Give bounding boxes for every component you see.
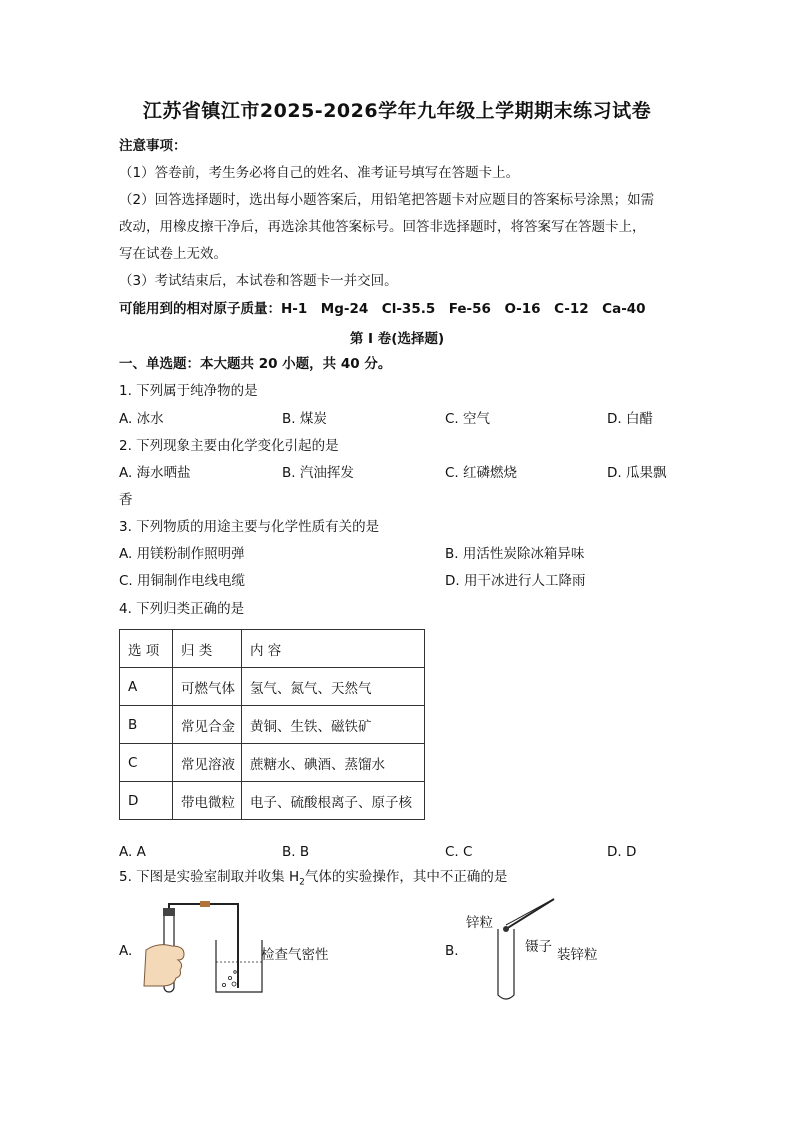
q5-stem <box>119 867 507 893</box>
q5-stem-text: 5. 下图是实验室制取并收集 H <box>119 869 300 885</box>
table-cell: 蔗糖水、碘酒、蒸馏水 <box>242 744 425 782</box>
test-tube-shape <box>498 929 514 999</box>
airtightness-check-illustration <box>138 900 268 1000</box>
table-cell: 氢气、氮气、天然气 <box>242 668 425 706</box>
tweezers-shape <box>506 899 554 929</box>
table-header-cell: 选 项 <box>120 630 173 668</box>
zinc-label: 锌粒 <box>466 915 493 931</box>
atomic-masses: 可能用到的相对原子质量：H-1 Mg-24 Cl-35.5 Fe-56 O-16 C-12 Ca-40 <box>119 301 646 317</box>
note-2c: 写在试卷上无效。 <box>119 246 227 262</box>
note-3: （3）考试结束后，本试卷和答题卡一并交回。 <box>119 273 398 289</box>
table-cell: 电子、硫酸根离子、原子核 <box>242 782 425 820</box>
table-header-cell: 内 容 <box>242 630 425 668</box>
q3-option-a: A. 用镁粉制作照明弹 <box>119 546 245 562</box>
q5-option-b-letter: B. <box>445 943 459 959</box>
q3-option-d: D. 用干冰进行人工降雨 <box>445 573 586 589</box>
q4-stem: 4. 下列归类正确的是 <box>119 601 245 617</box>
q1-stem: 1. 下列属于纯净物的是 <box>119 383 258 399</box>
q1-option-d: D. 白醋 <box>607 411 653 427</box>
q2-stem: 2. 下列现象主要由化学变化引起的是 <box>119 438 339 454</box>
tweezers-shape <box>506 901 550 925</box>
q2-option-a: A. 海水晒盐 <box>119 465 191 481</box>
table-cell: D <box>120 782 173 820</box>
section-heading: 一、单选题：本大题共 20 小题，共 40 分。 <box>119 356 392 372</box>
table-cell: C <box>120 744 173 782</box>
q1-option-c: C. 空气 <box>445 411 491 427</box>
q3-option-b: B. 用活性炭除冰箱异味 <box>445 546 585 562</box>
hand-shape <box>144 945 184 986</box>
q4-table <box>119 629 425 820</box>
q2-option-d: D. 瓜果飘 <box>607 465 667 481</box>
q4-option-c: C. C <box>445 844 473 860</box>
q3-option-c: C. 用铜制作电线电缆 <box>119 573 246 589</box>
rubber-tube-shape <box>200 901 210 907</box>
q5-stem-subscript: 2 <box>299 877 305 888</box>
zinc-granule-shape <box>503 926 509 932</box>
note-1: （1）答卷前，考生务必将自己的姓名、准考证号填写在答题卡上。 <box>119 165 520 181</box>
table-cell: 黄铜、生铁、磁铁矿 <box>242 706 425 744</box>
table-cell: 常见合金 <box>173 706 242 744</box>
q5-option-b-caption: 装锌粒 <box>557 947 598 963</box>
q1-option-a: A. 冰水 <box>119 411 164 427</box>
table-row <box>120 706 425 744</box>
q4-option-a: A. A <box>119 844 146 860</box>
table-row <box>120 668 425 706</box>
table-cell: B <box>120 706 173 744</box>
note-2a: （2）回答选择题时，选出每小题答案后，用铅笔把答题卡对应题目的答案标号涂黑；如需 <box>119 192 655 208</box>
table-header-row <box>120 630 425 668</box>
part-title: 第 I 卷(选择题) <box>349 331 445 347</box>
note-2b: 改动，用橡皮擦干净后，再选涂其他答案标号。回答非选择题时，将答案写在答题卡上， <box>119 219 646 235</box>
q1-option-b: B. 煤炭 <box>282 411 327 427</box>
table-cell: A <box>120 668 173 706</box>
bubble-shape <box>222 983 225 986</box>
q4-option-d: D. D <box>607 844 637 860</box>
table-header-cell: 归 类 <box>173 630 242 668</box>
table-row <box>120 744 425 782</box>
q2-option-b: B. 汽油挥发 <box>282 465 354 481</box>
bubble-shape <box>232 982 236 986</box>
q5-stem-text-end: 气体的实验操作，其中不正确的是 <box>304 869 508 885</box>
table-cell: 常见溶液 <box>173 744 242 782</box>
tweezers-label: 镊子 <box>525 939 552 955</box>
q5-option-a-letter: A. <box>119 943 133 959</box>
bubble-shape <box>228 976 231 979</box>
table-row <box>120 782 425 820</box>
table-cell: 带电微粒 <box>173 782 242 820</box>
q4-option-b: B. B <box>282 844 310 860</box>
exam-title: 江苏省镇江市2025-2026学年九年级上学期期末练习试卷 <box>142 100 652 122</box>
q2-option-c: C. 红磷燃烧 <box>445 465 518 481</box>
q2-option-d-wrap: 香 <box>119 492 133 508</box>
notes-heading: 注意事项： <box>119 138 187 154</box>
stopper-shape <box>163 908 175 916</box>
q3-stem: 3. 下列物质的用途主要与化学性质有关的是 <box>119 519 380 535</box>
bubble-shape <box>234 971 237 974</box>
table-cell: 可燃气体 <box>173 668 242 706</box>
q5-option-a-caption: 检查气密性 <box>261 947 329 963</box>
